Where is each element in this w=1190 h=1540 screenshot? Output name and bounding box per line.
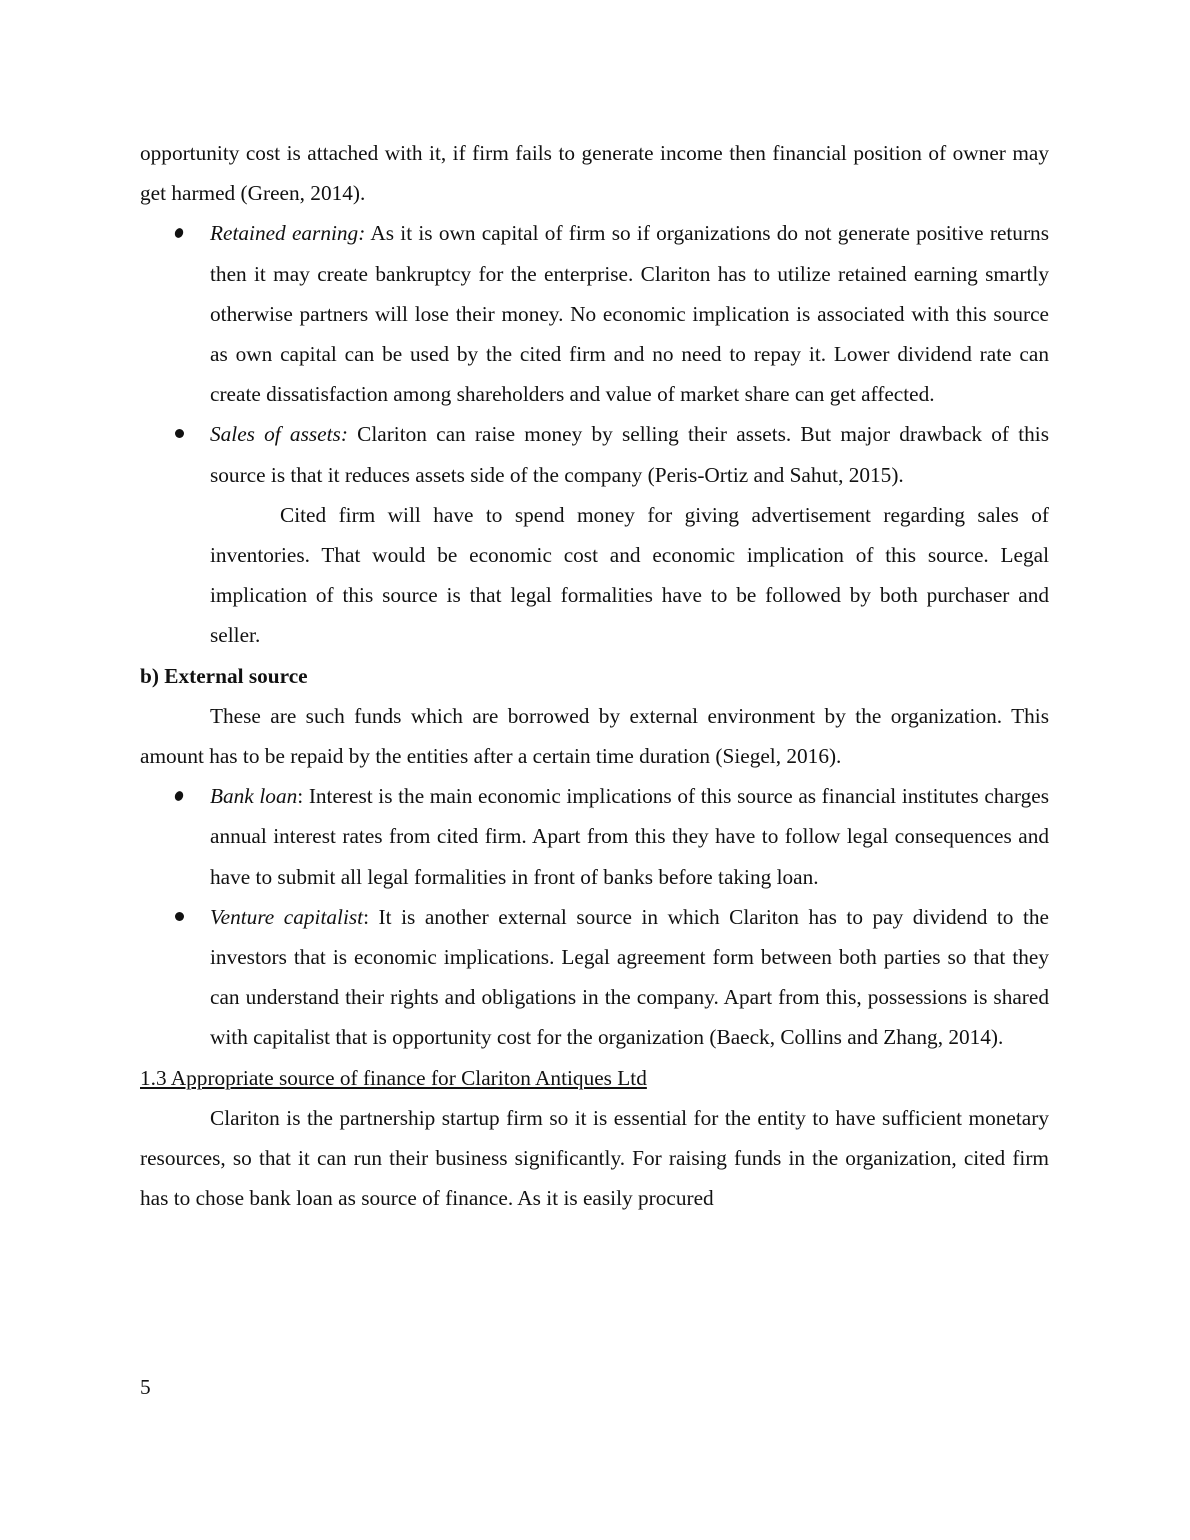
bullet-icon [173, 227, 184, 239]
paragraph-opportunity-cost: opportunity cost is attached with it, if firm fails to generate income then financial position of owner may get harmed (Green, 2014). [140, 141, 1049, 206]
retained-earning-text [210, 213, 1049, 414]
sales-of-assets-text [210, 414, 1049, 494]
heading-external-source: b) External source [140, 663, 308, 688]
list-item-retained-earning [140, 213, 1049, 414]
bullet-icon [173, 790, 184, 802]
term-venture-capitalist: Venture capitalist [210, 904, 364, 929]
bank-loan-text [210, 776, 1049, 897]
external-sources-list [140, 776, 1049, 1057]
sales-of-assets-continuation: Cited firm will have to spend money for giving advertisement regarding sales of inventories. That would be economic cost and economic implication of this source. Legal implication of this source is that legal formalities have to be followed by both purchaser and seller. [210, 502, 1049, 648]
term-retained-earning: Retained earning: [210, 221, 366, 246]
bullet-icon [175, 429, 184, 438]
heading-section-1-3: 1.3 Appropriate source of finance for Clariton Antiques Ltd [140, 1065, 647, 1090]
list-item-bank-loan [140, 776, 1049, 897]
list-item-venture-capitalist [140, 897, 1049, 1058]
page-number: 5 [140, 1375, 151, 1399]
internal-sources-list [140, 213, 1049, 655]
venture-capitalist-desc: : It is another external source in which Clariton has to pay dividend to the investors that is economic implications. Legal agreement form between both parties so that they can understand their rights and obligations in the company. Apart from this, possessions is shared with capitalist that is opportunity cost for the organization (Baeck, Collins and Zhang, 2014). [210, 904, 1049, 1050]
term-bank-loan: Bank loan [210, 784, 298, 809]
paragraph-appropriate-source: Clariton is the partnership startup firm so it is essential for the entity to have sufficient monetary resources, so that it can run their business significantly. For raising funds in the organization, cited firm has to chose bank loan as source of finance. As it is easily procured [140, 1105, 1049, 1211]
retained-earning-desc: As it is own capital of firm so if organizations do not generate positive returns then it may create bankruptcy for the enterprise. Clariton has to utilize retained earning smartly otherwise partners will lose their money. No economic implication is associated with this source as own capital can be used by the cited firm and no need to repay it. Lower dividend rate can create dissatisfaction among shareholders and value of market share can get affected. [210, 221, 1049, 407]
venture-capitalist-text [210, 897, 1049, 1058]
sales-of-assets-desc: Clariton can raise money by selling their assets. But major drawback of this source is that it reduces assets side of the company (Peris-Ortiz and Sahut, 2015). [210, 422, 1049, 487]
list-item-sales-of-assets [140, 414, 1049, 655]
bullet-icon [175, 912, 184, 921]
paragraph-external-source: These are such funds which are borrowed by external environment by the organization. This amount has to be repaid by the entities after a certain time duration (Siegel, 2016). [140, 703, 1049, 769]
body-text [140, 133, 1049, 1218]
bank-loan-desc: : Interest is the main economic implications of this source as financial institutes charges annual interest rates from cited firm. Apart from this they have to follow legal consequences and have to submit all legal formalities in front of banks before taking loan. [210, 784, 1050, 889]
term-sales-of-assets: Sales of assets: [210, 422, 348, 447]
